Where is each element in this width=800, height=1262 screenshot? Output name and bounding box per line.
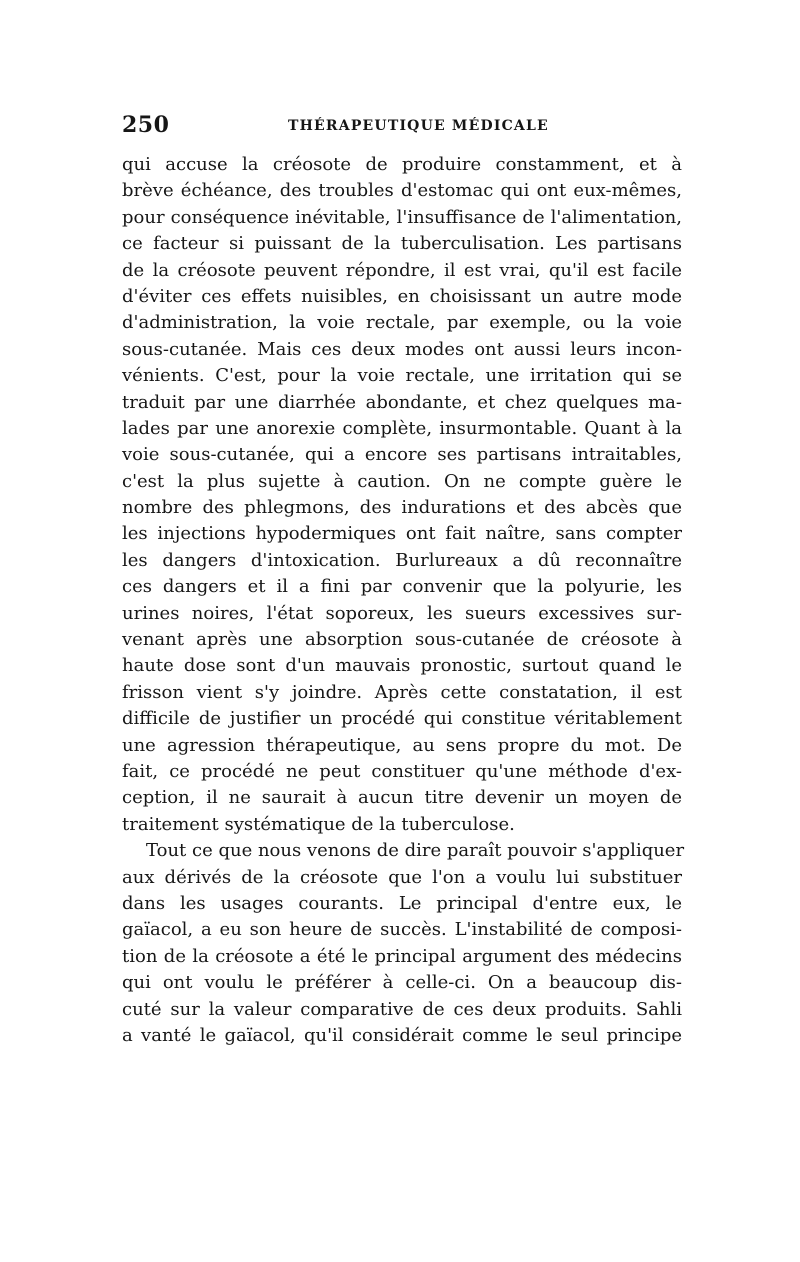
text-line: d'éviter ces effets nuisibles, en choisissant un autre mode [122,285,682,307]
text-line: frisson vient s'y joindre. Après cette constatation, il est [122,681,682,703]
body-text [122,152,685,1049]
text-line: vénients. C'est, pour la voie rectale, une irritation qui se [122,365,682,387]
text-line: qui accuse la créosote de produire constamment, et à [122,154,682,175]
text-line: gaïacol, a eu son heure de succès. L'instabilité de composi- [122,919,682,941]
text-line: c'est la plus sujette à caution. On ne compte guère le [122,470,682,492]
text-line: voie sous-cutanée, qui a encore ses partisans intraitables, [122,444,682,466]
text-line: haute dose sont d'un mauvais pronostic, surtout quand le [122,655,682,677]
text-line: lades par une anorexie complète, insurmontable. Quant à la [122,417,682,439]
running-head [122,112,682,142]
paragraph-2 [122,838,685,1049]
text-line: sous-cutanée. Mais ces deux modes ont aussi leurs incon- [122,338,682,360]
text-line: brève échéance, des troubles d'estomac qui ont eux-mêmes, [122,180,682,202]
text-line: ce facteur si puissant de la tuberculisation. Les partisans [122,233,682,255]
text-line: traduit par une diarrhée abondante, et chez quelques ma- [122,391,682,413]
text-line: urines noires, l'état soporeux, les sueurs excessives sur- [122,602,682,624]
text-line: tion de la créosote a été le principal argument des médecins [122,945,682,967]
text-line: a vanté le gaïacol, qu'il considérait comme le seul principe [122,1024,682,1046]
running-title: THÉRAPEUTIQUE MÉDICALE [288,118,549,134]
text-line: une agression thérapeutique, au sens propre du mot. De [122,734,682,756]
text-line: difficile de justifier un procédé qui constitue véritablement [122,708,682,730]
page-number: 250 [122,112,170,138]
text-line: fait, ce procédé ne peut constituer qu'une méthode d'ex- [122,760,682,782]
text-line: les injections hypodermiques ont fait naître, sans compter [122,523,682,545]
paragraph-1 [122,152,682,838]
text-line: qui ont voulu le préférer à celle-ci. On a beaucoup dis- [122,972,682,994]
text-line: de la créosote peuvent répondre, il est vrai, qu'il est facile [122,259,682,281]
text-line: ception, il ne saurait à aucun titre devenir un moyen de [122,787,682,809]
text-line: pour conséquence inévitable, l'insuffisance de l'alimentation, [122,206,682,228]
text-line: Tout ce que nous venons de dire paraît pouvoir s'appliquer [146,840,685,862]
text-line: aux dérivés de la créosote que l'on a voulu lui substituer [122,866,682,888]
text-line: venant après une absorption sous-cutanée de créosote à [122,629,682,651]
text-line: ces dangers et il a fini par convenir que la polyurie, les [122,576,682,598]
text-line: nombre des phlegmons, des indurations et des abcès que [122,497,682,519]
text-line: dans les usages courants. Le principal d'entre eux, le [122,892,682,914]
text-line: d'administration, la voie rectale, par exemple, ou la voie [122,312,682,334]
text-line: les dangers d'intoxication. Burlureaux a dû reconnaître [122,549,682,571]
text-line: traitement systématique de la tuberculose. [122,813,515,835]
text-line: cuté sur la valeur comparative de ces deux produits. Sahli [122,998,682,1020]
